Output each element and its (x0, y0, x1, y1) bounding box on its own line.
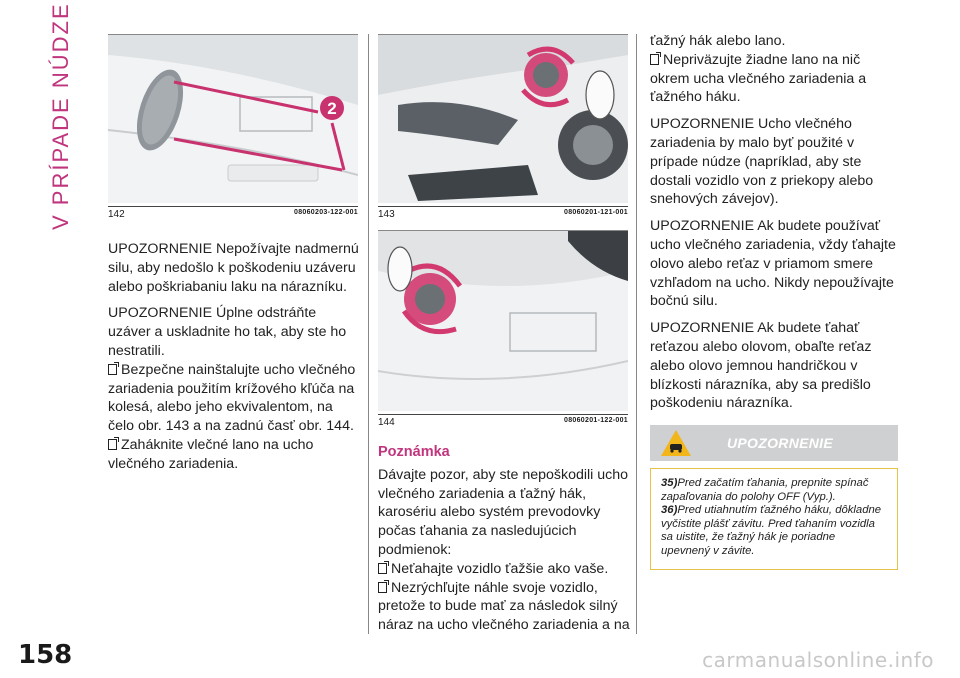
bullet-item (108, 436, 362, 474)
warning-header (650, 425, 898, 461)
column-divider-2 (636, 34, 637, 634)
bullet-text: Bezpečne nainštalujte ucho vlečného zariadenia použitím krížového kľúča na kolesá, alebo jeho ekvivalentom, na čelo obr. 143 a na zadnú časť obr. 144. (108, 361, 356, 435)
figure-144-caption (378, 414, 628, 428)
column-divider-1 (368, 34, 369, 634)
figure-number: 143 (378, 209, 395, 220)
warning-number: 36) (661, 504, 678, 517)
bullet-text: Nepriväzujte žiadne lano na nič okrem ucha vlečného zariadenia a ťažného háku. (650, 51, 867, 106)
warning-item (661, 477, 887, 504)
towing-eye-rear-illustration (378, 231, 628, 411)
figure-142-caption (108, 206, 358, 220)
callout-number: 2 (327, 99, 337, 118)
bullet-item (378, 579, 630, 635)
warning-box (650, 468, 898, 570)
bullet-text: Neťahajte vozidlo ťažšie ako vaše. (391, 560, 609, 577)
bullet-icon (650, 54, 659, 65)
watermark: carmanualsonline.info (702, 648, 934, 672)
warning-label: UPOZORNENIE (727, 435, 833, 451)
figure-number: 142 (108, 209, 125, 220)
column-1-text (108, 240, 362, 474)
bullet-icon (108, 439, 117, 450)
warning-text: Pred začatím ťahania, prepnite spínač zapaľovania do polohy OFF (Vyp.). (661, 477, 869, 503)
figure-code: 08060201-122-001 (564, 417, 628, 424)
warning-text: Pred utiahnutím ťažného háku, dôkladne vyčistite plášť závitu. Pred ťahaním vozidla sa uistite, že ťažný hák je poriadne upevnený v závite. (661, 504, 882, 557)
paragraph: UPOZORNENIE Úplne odstráňte uzáver a uskladnite ho tak, aby ste ho nestratili. (108, 305, 347, 359)
note-heading: Poznámka (378, 444, 450, 460)
figure-143-caption (378, 206, 628, 220)
column-2-text (378, 443, 630, 635)
paragraph: UPOZORNENIE Ak budete používať ucho vlečného zariadenia, vždy ťahajte olovo alebo reťaz v priamom smere vzhľadom na ucho. Nikdy nepoužívajte bočnú silu. (650, 218, 896, 310)
bullet-text: Nezrýchľujte náhle svoje vozidlo, pretože to bude mať za následok silný náraz na ucho vlečného zariadenia a na (378, 579, 630, 634)
figure-number: 144 (378, 417, 395, 428)
figure-142-image (108, 34, 358, 203)
car-front-bumper-illustration (108, 35, 358, 203)
page-number: 158 (18, 640, 73, 670)
bullet-icon (378, 582, 387, 593)
paragraph: UPOZORNENIE Ak budete ťahať reťazou alebo olovom, obaľte reťaz alebo olovo jemnou handričkou v blízkosti nárazníka, aby sa predišlo poškodeniu nárazníka. (650, 320, 872, 412)
paragraph: Dávajte pozor, aby ste nepoškodili ucho vlečného zariadenia a ťažný hák, karosériu alebo systém prevodovky počas ťahania za nasledujúcich podmienok: (378, 466, 629, 558)
warning-item (661, 504, 887, 558)
towing-eye-front-illustration (378, 35, 628, 203)
column-3-text (650, 32, 902, 421)
section-title: V PRÍPADE NÚDZE (48, 2, 73, 230)
bullet-icon (378, 563, 387, 574)
figure-code: 08060203-122-001 (294, 209, 358, 216)
bullet-item (650, 51, 902, 107)
bullet-icon (108, 364, 117, 375)
bullet-text: Zaháknite vlečné lano na ucho vlečného zariadenia. (108, 436, 314, 472)
figure-143-image (378, 34, 628, 203)
paragraph-continued: ťažný hák alebo lano. (650, 33, 786, 49)
warning-car-icon (660, 429, 692, 457)
paragraph: UPOZORNENIE Nepožívajte nadmernú silu, aby nedošlo k poškodeniu uzáveru alebo poškriabaniu laku na nárazníku. (108, 241, 359, 295)
figure-144-image (378, 230, 628, 411)
bullet-item (378, 560, 630, 579)
warning-number: 35) (661, 477, 678, 489)
paragraph: UPOZORNENIE Ucho vlečného zariadenia by malo byť použité v prípade núdze (napríklad, aby ste dostali vozidlo von z priekopy alebo snehových závejov). (650, 116, 874, 208)
figure-code: 08060201-121-001 (564, 209, 628, 216)
bullet-item (108, 361, 362, 436)
